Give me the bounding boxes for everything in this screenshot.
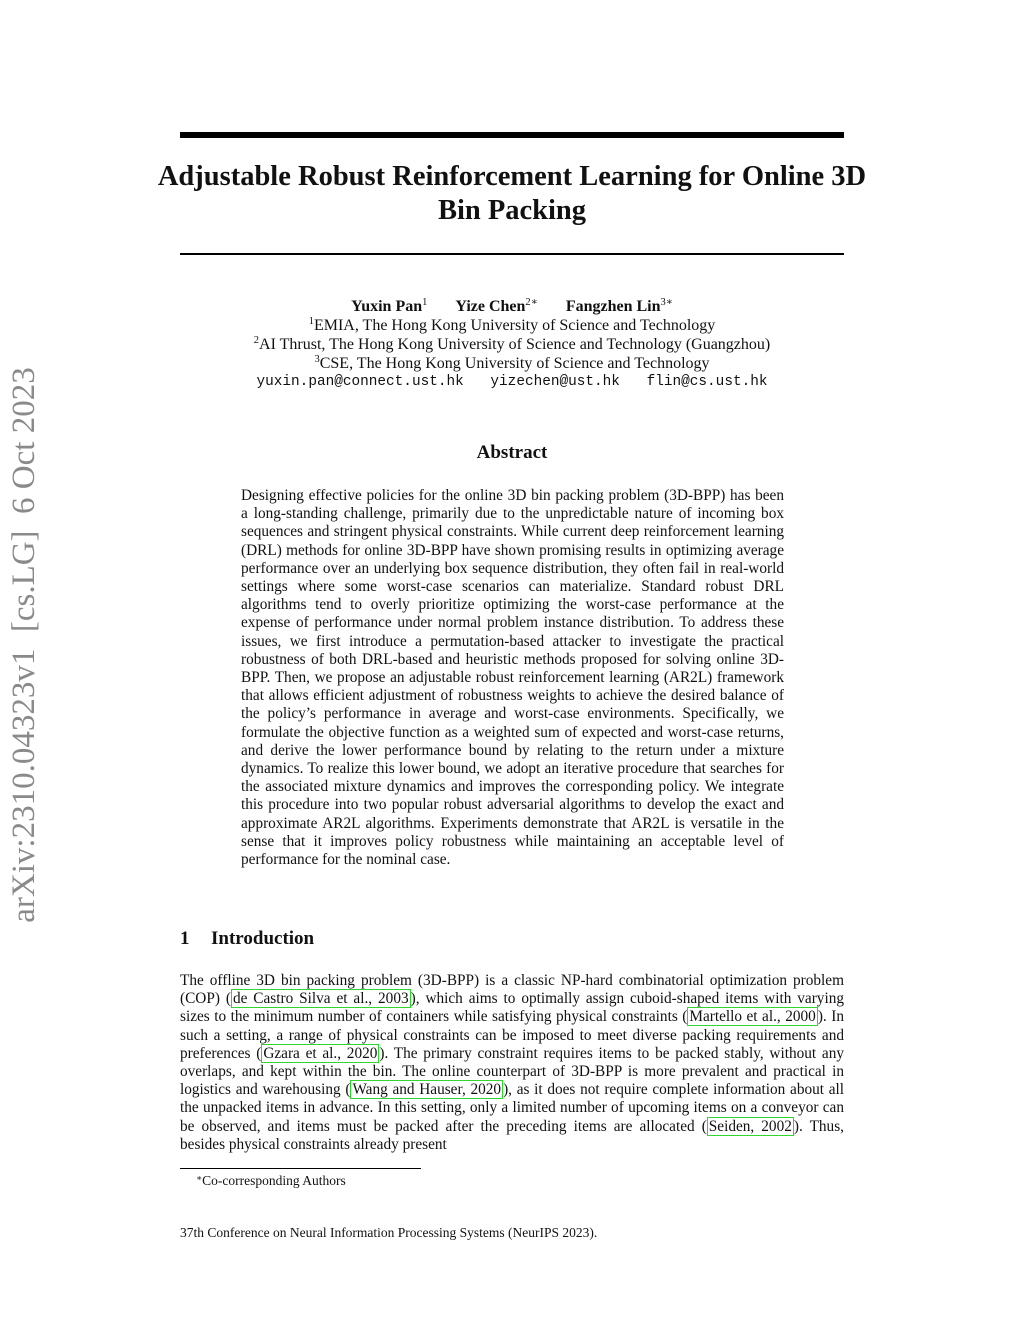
footnote-rule <box>180 1168 421 1169</box>
section-heading <box>180 928 314 950</box>
author-emails <box>180 373 844 392</box>
citation-link[interactable]: de Castro Silva et al., 2003 <box>232 990 409 1008</box>
title-top-rule <box>180 132 844 138</box>
arxiv-watermark: arXiv:2310.04323v1 [cs.LG] 6 Oct 2023 <box>6 367 42 923</box>
citation-link[interactable]: Martello et al., 2000 <box>689 1008 816 1026</box>
affiliation: $^1$EMIA, The Hong Kong University of Science and Technology <box>308 316 716 334</box>
abstract-body: Designing effective policies for the online 3D bin packing problem (3D-BPP) has been a long-standing challenge, primarily due to the unpredictable nature of incoming box sequences and stringent physical constraints. While current deep reinforcement learning (DRL) methods for online 3D-BPP have shown promising results in optimizing average performance over an underlying box sequence distribution, they often fail in real-world settings where some worst-case scenarios can materialize. Standard robust DRL algorithms tend to overly prioritize optimizing the worst-case performance at the expense of performance under normal problem instance distribution. To address these issues, we first introduce a permutation-based attacker to investigate the practical robustness of both DRL-based and heuristic methods proposed for solving online 3D-BPP. Then, we propose an adjustable robust reinforcement learning (AR2L) framework that allows efficient adjustment of robustness weights to achieve the desired balance of the policy’s performance in average and worst-case environments. Specifically, we formulate the objective function as a weighted sum of expected and worst-case returns, and derive the lower performance bound by relating to the return under a mixture dynamics. To realize this lower bound, we adopt an iterative procedure that searches for the associated mixture dynamics and improves the corresponding policy. We integrate this procedure into two popular robust adversarial algorithms to develop the exact and approximate AR2L algorithms. Experiments demonstrate that AR2L is versatile in the sense that it improves policy robustness while maintaining an acceptable level of performance for the nominal case. <box>241 487 784 869</box>
citation-link[interactable]: Seiden, 2002 <box>708 1117 792 1135</box>
affiliation: $^2$AI Thrust, The Hong Kong University of Science and Technology (Guangzhou) <box>253 335 771 353</box>
email: yizechen@ust.hk <box>490 374 620 390</box>
author-name: Yuxin Pan$^1$ <box>351 297 428 315</box>
author-name: Yize Chen$^{2∗}$ <box>455 297 538 315</box>
section-title: Introduction <box>211 928 315 949</box>
citation-link[interactable]: Wang and Hauser, 2020 <box>352 1081 502 1099</box>
footnote: ∗Co-corresponding Authors <box>196 1173 346 1188</box>
title-bottom-rule <box>180 253 844 255</box>
author-name: Fangzhen Lin$^{3∗}$ <box>565 297 673 315</box>
email: flin@cs.ust.hk <box>646 374 768 390</box>
abstract-heading: Abstract <box>476 442 548 463</box>
section-number: 1 <box>180 928 190 949</box>
affiliation: $^3$CSE, The Hong Kong University of Science and Technology <box>314 354 710 372</box>
author-names <box>180 297 844 316</box>
citation-link[interactable]: Gzara et al., 2020 <box>263 1044 378 1062</box>
introduction-paragraph: The offline 3D bin packing problem (3D-BPP) is a classic NP-hard combinatorial optimization problem (COP) ( de Castro Silva et al., 2003 ), which aims to optimally assign cuboid-shaped items with varying sizes to the minimum number of containers while satisfying physical constraints ( Martello et al., 2000 ). In such a setting, a range of physical constraints can be imposed to meet diverse packing requirements and preferences ( Gzara et al., 2020 ). The primary constraint requires items to be packed stably, without any overlaps, and kept within the bin. The online counterpart of 3D-BPP is more prevalent and practical in logistics and warehousing ( Wang and Hauser, 2020 ), as it does not require complete information about all the unpacked items in advance. In this setting, only a limited number of upcoming items on a conveyor can be observed, and items must be packed after the preceding items are allocated ( Seiden, 2002 ). Thus, besides physical constraints already present <box>180 972 844 1153</box>
paper-title: Adjustable Robust Reinforcement Learning for Online 3D Bin Packing <box>157 161 867 226</box>
email: yuxin.pan@connect.ust.hk <box>256 374 464 390</box>
author-block <box>180 297 844 392</box>
venue-note: 37th Conference on Neural Information Processing Systems (NeurIPS 2023). <box>180 1225 598 1240</box>
